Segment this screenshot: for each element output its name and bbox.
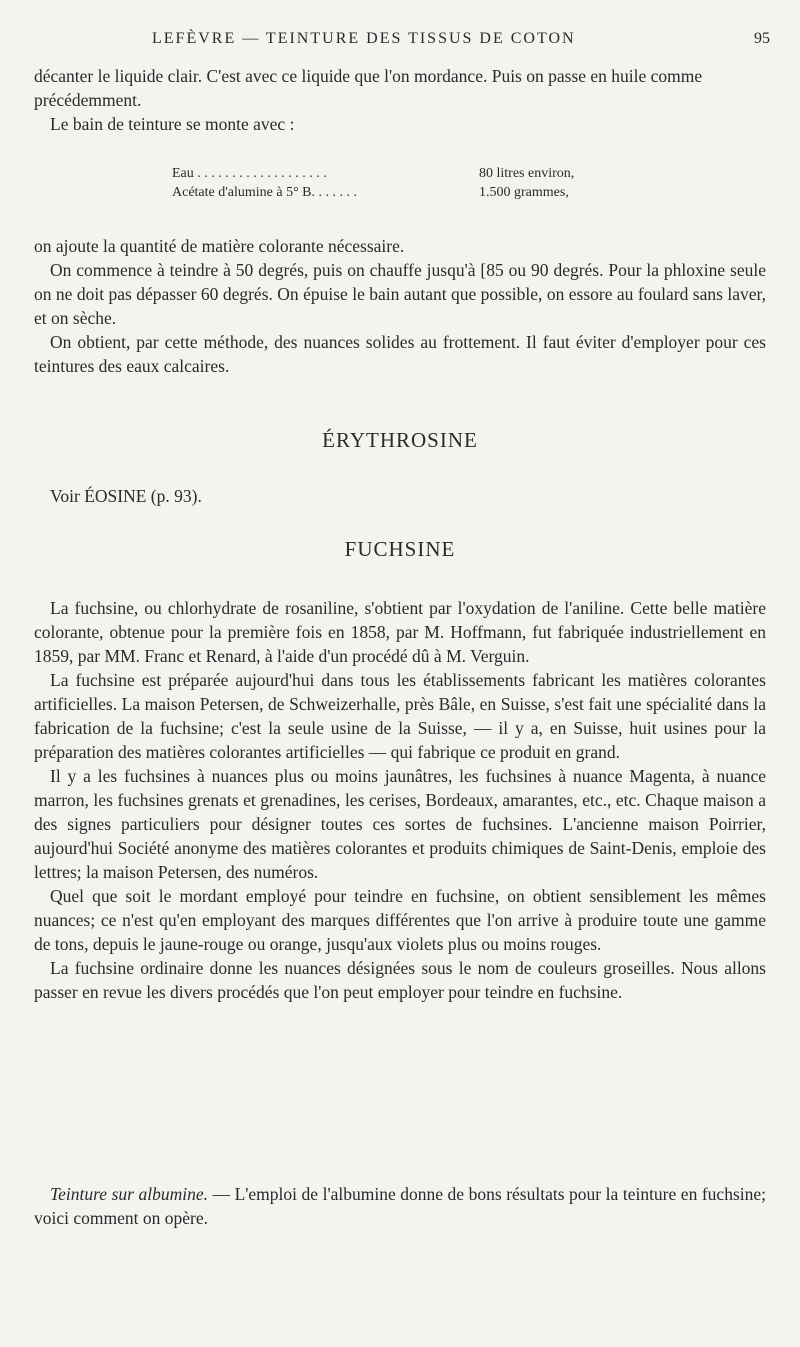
section-heading-erythrosine: ÉRYTHROSINE: [322, 428, 478, 452]
intro-block: [34, 64, 766, 136]
fuchsine-block: [34, 596, 766, 1004]
paragraph: Il y a les fuchsines à nuances plus ou moins jaunâtres, les fuchsines à nuance Magenta, à nuance marron, les fuchsines grenats et grenadines, les cerises, Bordeaux, amarantes, etc., etc. Chaque maison a des signes particuliers pour désigner toutes ces sortes de fuchsines. L'ancienne maison Poirrier, aujourd'hui Société anonyme des matières colorantes et produits chimiques de Saint-Denis, emploie des lettres; la maison Petersen, des numéros.: [34, 766, 766, 882]
paragraph: La fuchsine, ou chlorhydrate de rosaniline, s'obtient par l'oxydation de l'aniline. Cette belle matière colorante, obtenue pour la première fois en 1858, par M. Hoffmann, fut fabriquée industriellement en 1859, par MM. Franc et Renard, à l'aide d'un procédé dû à M. Verguin.: [34, 598, 766, 666]
subsection-text: — L'emploi de l'albumine donne de bons résultats pour la teinture en fuchsine; voici comment on opère.: [34, 1184, 767, 1228]
page-header: [34, 30, 770, 54]
paragraph: Voir ÉOSINE (p. 93).: [50, 486, 202, 506]
paragraph: on ajoute la quantité de matière colorante nécessaire.: [34, 236, 405, 256]
dyeing-procedure: [34, 234, 766, 378]
subsection-label: Teinture sur albumine.: [50, 1184, 208, 1204]
section-heading-fuchsine: FUCHSINE: [344, 537, 456, 561]
recipe-row: [172, 164, 592, 183]
paragraph: Le bain de teinture se monte avec :: [50, 114, 295, 134]
erythrosine-block: [34, 484, 766, 508]
paragraph: La fuchsine est préparée aujourd'hui dans tous les établissements fabricant les matières colorantes artificielles. La maison Petersen, de Schweizerhalle, près Bâle, en Suisse, s'est fait une spécialité dans la fabrication de la fuchsine; c'est la seule usine de la Suisse, — il y a, en Suisse, huit usines pour la préparation des matières colorantes artificielles — qui fabrique ce produit en grand.: [34, 670, 766, 762]
albumine-block: [34, 1182, 766, 1230]
recipe-quantity: 1.500 grammes,: [479, 185, 569, 200]
paragraph: La fuchsine ordinaire donne les nuances désignées sous le nom de couleurs groseilles. Nous allons passer en revue les divers procédés que l'on peut employer pour teindre en fuchsine.: [34, 958, 766, 1002]
paragraph: décanter le liquide clair. C'est avec ce liquide que l'on mordance. Puis on passe en huile comme précédemment.: [34, 66, 703, 110]
recipe-ingredient: Eau . . . . . . . . . . . . . . . . . . .: [172, 166, 327, 181]
recipe-quantity: 80 litres environ,: [479, 166, 575, 181]
page-number: 95: [754, 30, 770, 47]
running-title: LEFÈVRE — TEINTURE DES TISSUS DE COTON: [152, 30, 576, 47]
paragraph: [34, 1182, 766, 1230]
recipe-ingredient: Acétate d'alumine à 5° B. . . . . . .: [172, 185, 358, 200]
paragraph: Quel que soit le mordant employé pour teindre en fuchsine, on obtient sensiblement les mêmes nuances; ce n'est qu'en employant des marques différentes que l'on arrive à produire toute une gamme de tons, depuis le jaune-rouge ou orange, jusqu'aux violets plus ou moins rouges.: [34, 886, 766, 954]
recipe-table: [172, 164, 592, 202]
recipe-row: [172, 183, 592, 202]
paragraph: On obtient, par cette méthode, des nuances solides au frottement. Il faut éviter d'employer pour ces teintures des eaux calcaires.: [34, 332, 766, 376]
paragraph: On commence à teindre à 50 degrés, puis on chauffe jusqu'à [85 ou 90 degrés. Pour la phloxine seule on ne doit pas dépasser 60 degrés. On épuise le bain autant que possible, on essore au foulard sans laver, et on sèche.: [34, 260, 766, 328]
